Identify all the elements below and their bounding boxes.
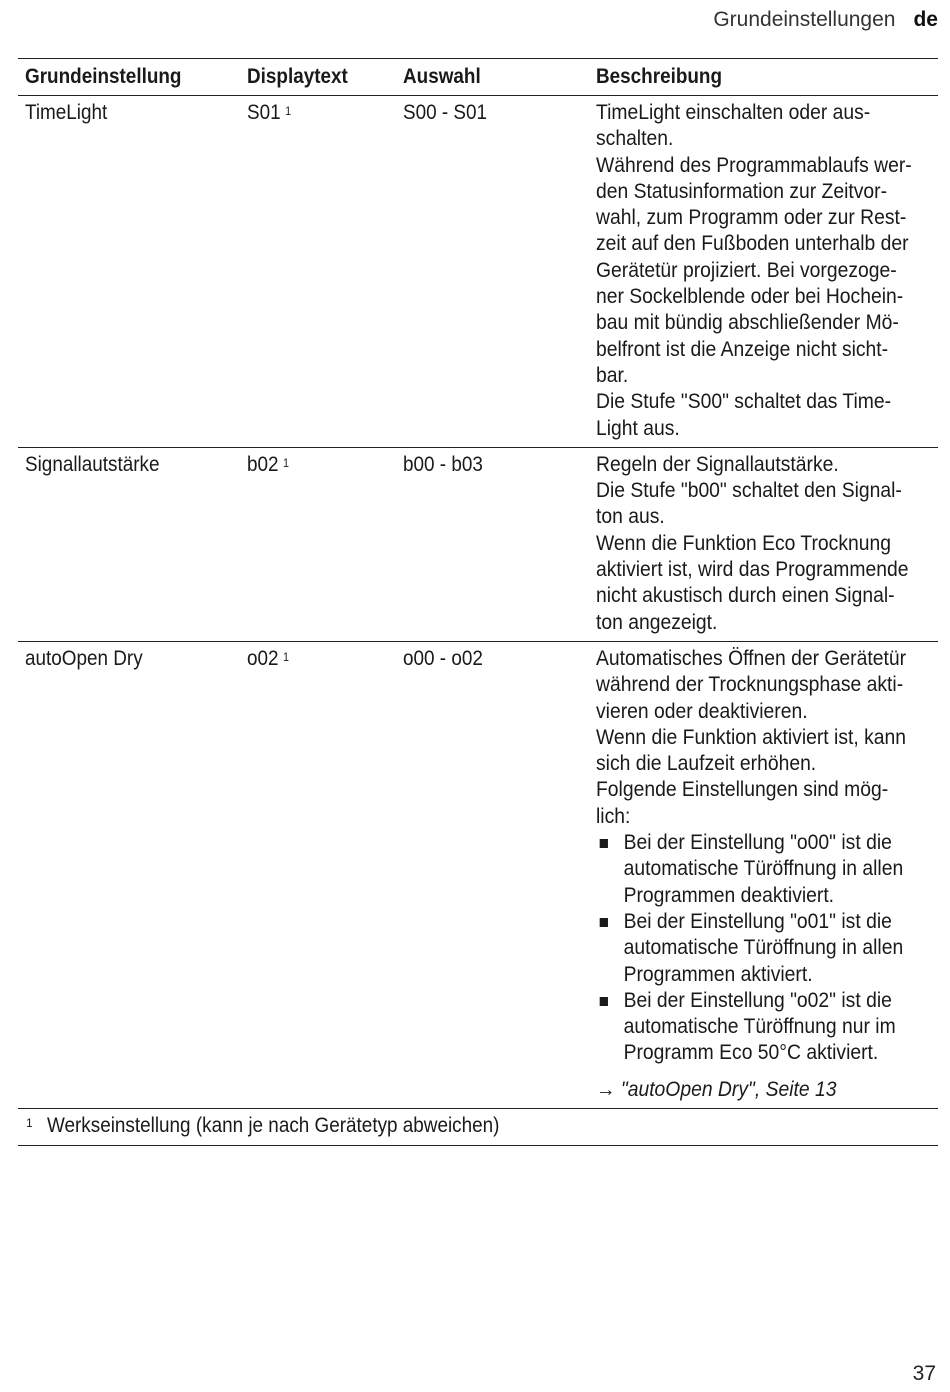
language-code: de <box>913 8 938 31</box>
section-title: Grundeinstellungen <box>713 8 896 31</box>
display-text: S01 $^1$ <box>247 101 292 124</box>
table-row <box>18 96 938 448</box>
page-header <box>713 8 938 32</box>
range-value: b00 - b03 <box>403 452 483 476</box>
list-item: Bei der Einstellung "o01" ist die automatische Türöffnung in allen Programmen aktiviert. <box>596 909 936 988</box>
range-value: S00 - S01 <box>403 101 488 124</box>
table-row <box>18 448 938 642</box>
table-row <box>18 642 938 1109</box>
column-header-display: Displaytext <box>247 64 348 88</box>
footnote-ref: 1 <box>285 104 292 118</box>
page-number: 37 <box>912 1362 936 1385</box>
description: TimeLight einschalten oder aus- schalten. Während des Programmablaufs wer- den Statusinformation zur Zeitvor- wahl, zum Programm oder zur Rest- zeit auf den Fußboden unterhalb der Gerätetür projiziert. Bei vorgezoge- ner Sockelblende oder bei Hochein- bau mit bündig abschließender Mö- belfront ist die Anzeige nicht sicht- bar. Die Stufe "S00" schaltet das Time- Light aus. <box>596 101 912 440</box>
list-item: Bei der Einstellung "o02" ist die automatische Türöffnung nur im Programm Eco 50°C aktiviert. <box>596 988 936 1067</box>
range-value: o00 - o02 <box>403 646 483 670</box>
setting-name: Signallautstärke <box>25 452 160 476</box>
square-bullet-icon <box>600 839 608 848</box>
arrow-right-icon: → <box>596 1077 616 1101</box>
square-bullet-icon <box>600 918 608 927</box>
description: Automatisches Öffnen der Gerätetür während der Trocknungsphase akti- vieren oder deaktivieren. Wenn die Funktion aktiviert ist, kann sich die Laufzeit erhöhen. Folgende Einstellungen sind mög- lich: Bei der Einstellung "o00" ist die automatische Türöffnung in allen Programmen deaktiviert. Bei der Einstellung "o01" ist die automatische Türöffnung in allen Programmen aktiviert. Bei der Einstellung "o02" ist die automatische Türöffnung nur im Programm Eco 50°C aktiviert. → "autoOpen Dry", Seite 13 <box>589 642 938 1108</box>
display-text: o02 $^1$ <box>247 646 290 670</box>
column-header-description: Beschreibung <box>596 64 723 88</box>
setting-name: TimeLight <box>25 101 108 124</box>
column-header-setting: Grundeinstellung <box>25 64 182 88</box>
square-bullet-icon <box>600 997 608 1006</box>
footnote-ref: 1 <box>283 649 290 664</box>
footnote-text: Werkseinstellung (kann je nach Gerätetyp abweichen) <box>46 1113 500 1137</box>
footnote-mark: 1 <box>26 1115 33 1130</box>
description: Regeln der Signallautstärke. Die Stufe "b00" schaltet den Signal- ton aus. Wenn die Funktion Eco Trocknung aktiviert ist, wird das Programmende nicht akustisch durch einen Signal- ton angezeigt. <box>596 452 909 634</box>
list-item: Bei der Einstellung "o00" ist die automatische Türöffnung in allen Programmen deaktiviert. <box>596 830 936 909</box>
cross-reference-link[interactable] <box>596 1077 936 1103</box>
table-footnote <box>18 1109 938 1146</box>
footnote-ref: 1 <box>283 455 290 470</box>
bullet-list <box>596 830 936 1067</box>
display-text: b02 $^1$ <box>247 452 290 476</box>
column-header-range: Auswahl <box>403 64 481 88</box>
table-header-row <box>18 58 938 96</box>
cross-reference-text: "autoOpen Dry", Seite 13 <box>620 1077 837 1101</box>
setting-name: autoOpen Dry <box>25 646 143 670</box>
settings-table <box>18 58 938 1146</box>
